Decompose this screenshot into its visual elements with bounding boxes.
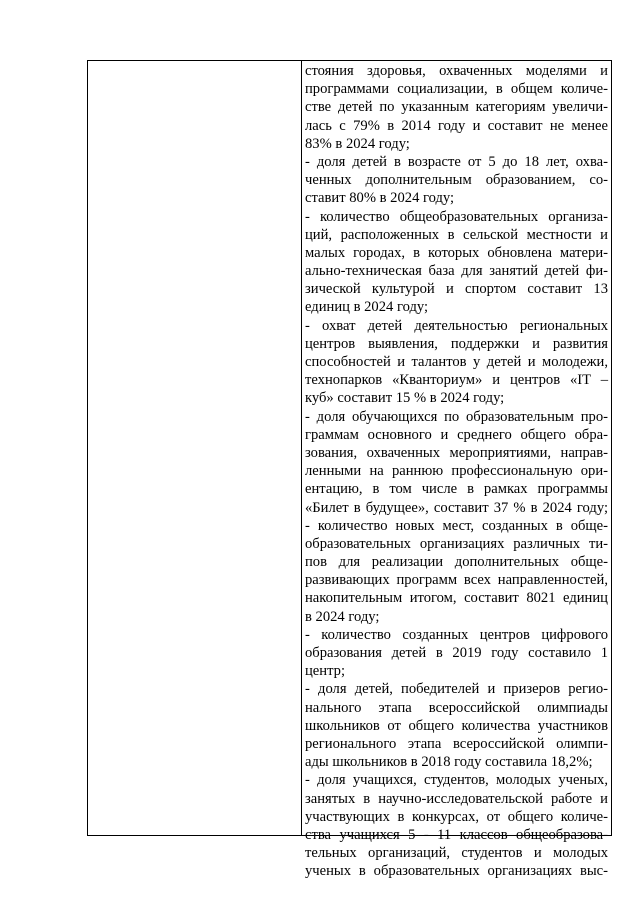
text-line: - охват детей деятельностью региональных [305,317,608,334]
text-line: ады школьников в 2018 году составила 18,2%; [305,754,593,771]
text-line: образования детей в 2019 году составило 1 [305,645,608,661]
text-line: школьников от общего количества участников [305,717,608,734]
text-line: в 2024 году; [305,608,380,625]
text-line: - количество общеобразовательных организа- [305,208,608,225]
text-line: стве детей по указанным категориям увеличи- [305,99,608,116]
text-line: технопарков «Кванториум» и центров «IT – [305,372,608,389]
text-line: способностей и талантов у детей и молодежи, [305,354,608,370]
text-line: нального этапа всероссийской олимпиады [305,699,608,716]
text-line: центр; [305,663,346,680]
text-line: «Билет в будущее», составит 37 % в 2024 году; [305,499,608,516]
text-line: малых городах, в которых обновлена матери- [305,244,608,261]
text-line: - количество новых мест, созданных в обще- [305,517,608,534]
text-line: лась с 79% в 2014 году и составит не менее [305,117,608,134]
text-line: пов для реализации дополнительных обще- [305,554,608,571]
text-line: - доля детей в возрасте от 5 до 18 лет, охва- [305,153,608,170]
text-line: накопительным итогом, составит 8021 единиц [305,590,608,607]
text-line: зической культурой и спортом составит 13 [305,281,608,298]
text-line: ства учащихся 5 - 11 классов общеобразова- [305,826,608,843]
text-line: ставит 80% в 2024 году; [305,190,455,207]
text-line: ленными на раннюю профессиональную ори- [305,463,608,480]
text-line: стояния здоровья, охваченных моделями и [305,63,608,79]
text-line: куб» составит 15 % в 2024 году; [305,390,505,407]
text-line: ентацию, в том числе в рамках программы [305,481,608,498]
text-line: 83% в 2024 году; [305,135,410,152]
text-line: образовательных организациях различных ти- [305,535,608,552]
text-line: ученых в образовательных организациях выс- [305,863,608,880]
text-line: зования, охваченных мероприятиями, направ- [305,444,608,461]
left-column-cell [88,61,302,835]
right-column-cell [302,61,611,880]
text-line: - количество созданных центров цифрового [305,626,608,643]
text-line: ально-техническая база для занятий детей фи- [305,263,608,280]
text-line: программами социализации, в общем количе- [305,81,608,98]
document-table [87,60,612,880]
text-line: участвующих в конкурсах, от общего количе- [305,808,608,825]
text-line: - доля обучающихся по образовательным про- [305,408,608,425]
text-line: - доля учащихся, студентов, молодых ученых, [305,772,608,789]
text-line: центров выявления, поддержки и развития [305,335,608,352]
text-line: ций, расположенных в сельской местности и [305,226,608,243]
text-line: развивающих программ всех направленностей, [305,572,608,589]
text-line: граммам основного и среднего общего обра- [305,426,608,443]
text-line: занятых в научно-исследовательской работе и [305,790,608,807]
text-line: регионального этапа всероссийской олимпи- [305,735,608,752]
text-line: ченных дополнительным образованием, со- [305,172,608,189]
text-line: - доля детей, победителей и призеров регио- [305,681,608,698]
text-line: единиц в 2024 году; [305,299,429,316]
text-line: тельных организаций, студентов и молодых [305,845,608,862]
